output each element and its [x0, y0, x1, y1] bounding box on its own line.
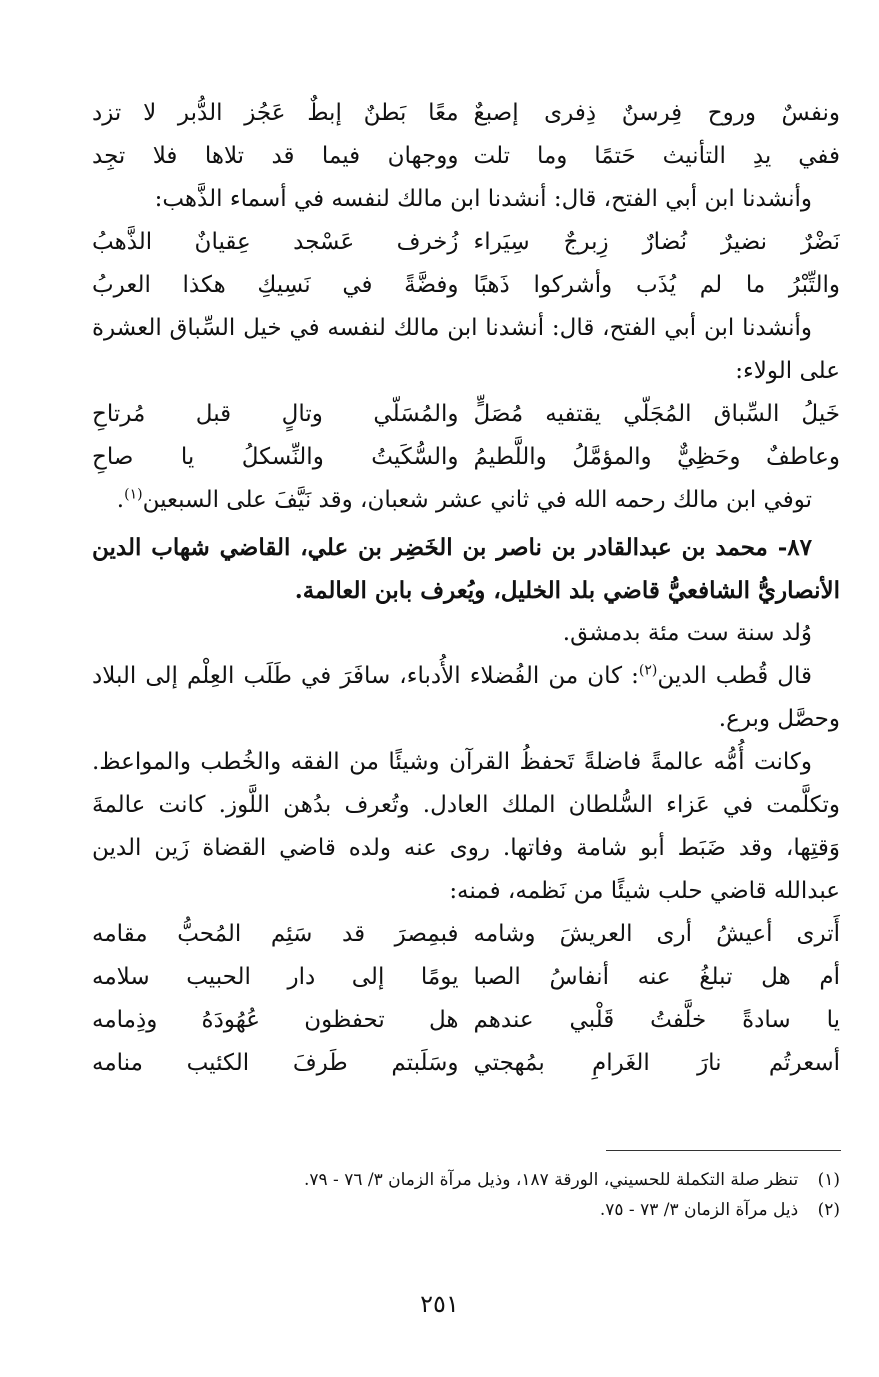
verse-line: [92, 135, 840, 178]
paragraph-qutb-quote: [92, 655, 840, 741]
verse-line: [92, 92, 840, 135]
verse-hemistich-second: فبمِصرَ قد سَئِم المُحبُّ مقامه: [92, 921, 459, 947]
verse-hemistich-first: خَيلُ السِّباق المُجَلّي يقتفيه مُصَلٍّ: [473, 401, 840, 427]
verse-hemistich-second: ووجهان فيما قد تلاها فلا تجِد: [92, 143, 459, 169]
verse-hemistich-first: أسعرتُم نارَ الغَرامِ بمُهجتي: [473, 1050, 840, 1076]
verse-hemistich-second: وفضَّةً في نَسِيكِ هكذا العربُ: [92, 272, 459, 298]
verse-hemistich-second: والمُسَلّي وتالٍ قبل مُرتاحِ: [92, 401, 459, 427]
poem-weak-nouns: [92, 92, 840, 178]
footnote-number: (٢): [817, 1200, 840, 1220]
paragraph-birth: وُلد سنة ست مئة بدمشق.: [562, 620, 812, 646]
verse-hemistich-second: وسَلَبتم طَرفَ الكئيب منامه: [92, 1050, 459, 1076]
paragraph-race-horses-intro: وأنشدنا ابن أبي الفتح، قال: أنشدنا ابن مالك لنفسه في خيل السِّباق العشرة على الولاء:: [92, 315, 840, 384]
verse-line: [92, 1042, 840, 1085]
footnote: [92, 1165, 840, 1195]
verse-line: [92, 956, 840, 999]
footnote-ref-1: (١): [124, 486, 143, 503]
footnote: [92, 1195, 840, 1225]
qutb-quote-lead: قال قُطب الدين: [657, 663, 812, 689]
verse-hemistich-first: وعاطفٌ وحَظِيٌّ والمؤمَّلُ واللَّطيمُ: [473, 444, 840, 470]
verse-line: [92, 436, 840, 479]
verse-line: [92, 999, 840, 1042]
footnote-number: (١): [817, 1170, 840, 1190]
page-body: [92, 92, 840, 1085]
verse-hemistich-second: معًا بَطنٌ إبطٌ عَجُز الدُّبر لا تزد: [92, 100, 459, 126]
verse-line: [92, 913, 840, 956]
paragraph-mother: وكانت أُمُّه عالمةً فاضلةً تَحفظُ القرآن وشيئًا من الفقه والخُطب والمواعظ. وتكلَّمت في عَزاء السُّلطان الملك العادل. وتُعرف بدُهن اللَّوز. كانت عالمةَ وَقتِها، وقد ضَبَط أبو شامة وفاتها. روى عنه ولده قاضي القضاة زَين الدين عبدالله قاضي حلب شيئًا من نَظمه، فمنه:: [92, 749, 840, 904]
verse-hemistich-first: ففي يدِ التأنيث حَتمًا وما تلت: [473, 143, 840, 169]
footnotes: [92, 1165, 840, 1225]
verse-hemistich-first: أَترى أعيشُ أرى العريشَ وشامه: [473, 921, 840, 947]
verse-hemistich-first: والتِّبْرُ ما لم يُذَب وأشركوا ذَهبًا: [473, 272, 840, 298]
footnote-divider: [606, 1150, 841, 1151]
verse-hemistich-first: نَضْرٌ نضيرٌ نُضارٌ زِبرجٌ سِيَراء: [473, 229, 840, 255]
poem-race-horses: [92, 393, 840, 479]
paragraph-gold-names-intro: وأنشدنا ابن أبي الفتح، قال: أنشدنا ابن مالك لنفسه في أسماء الذَّهب:: [154, 186, 812, 212]
verse-hemistich-second: زُخرف عَسْجد عِقيانٌ الذَّهبُ: [92, 229, 459, 255]
footnote-ref-2: (٢): [638, 662, 658, 679]
verse-hemistich-second: والسُّكَيتُ والنِّسكلُ يا صاحِ: [92, 444, 459, 470]
page-number: ٢٥١: [420, 1290, 459, 1318]
footnote-text: تنظر صلة التكملة للحسيني، الورقة ١٨٧، وذيل مرآة الزمان ٣/ ٧٦ - ٧٩.: [303, 1170, 799, 1190]
verse-line: [92, 393, 840, 436]
entry-heading: ٨٧- محمد بن عبدالقادر بن ناصر بن الخَضِر بن علي، القاضي شهاب الدين الأنصاريُّ الشافعيُّ قاضي بلد الخليل، ويُعرف بابن العالمة.: [92, 534, 840, 604]
verse-line: [92, 264, 840, 307]
footnote-text: ذيل مرآة الزمان ٣/ ٧٣ - ٧٥.: [599, 1200, 799, 1220]
verse-hemistich-first: يا سادةً خلَّفتُ قَلْبي عندهم: [473, 1007, 840, 1033]
verse-line: [92, 221, 840, 264]
verse-hemistich-first: أم هل تبلغُ عنه أنفاسُ الصبا: [473, 964, 840, 990]
verse-hemistich-second: يومًا إلى دار الحبيب سلامه: [92, 964, 459, 990]
poem-longing: [92, 913, 840, 1085]
poem-gold-names: [92, 221, 840, 307]
qutb-quote-text: : كان من الفُضلاء الأُدباء، سافَرَ في طَلَب العِلْم إلى البلاد وحصَّل وبرع.: [92, 663, 840, 732]
verse-hemistich-first: ونفسٌ وروح فِرسنٌ ذِفرى إصبعٌ: [473, 100, 840, 126]
verse-hemistich-second: هل تحفظون عُهُودَهُ وذِمامه: [92, 1007, 459, 1033]
paragraph-death-note: توفي ابن مالك رحمه الله في ثاني عشر شعبان، وقد نَيَّفَ على السبعين$^{(١)}$.: [116, 486, 812, 513]
death-note-text: توفي ابن مالك رحمه الله في ثاني عشر شعبان، وقد نَيَّفَ على السبعين: [142, 487, 812, 513]
